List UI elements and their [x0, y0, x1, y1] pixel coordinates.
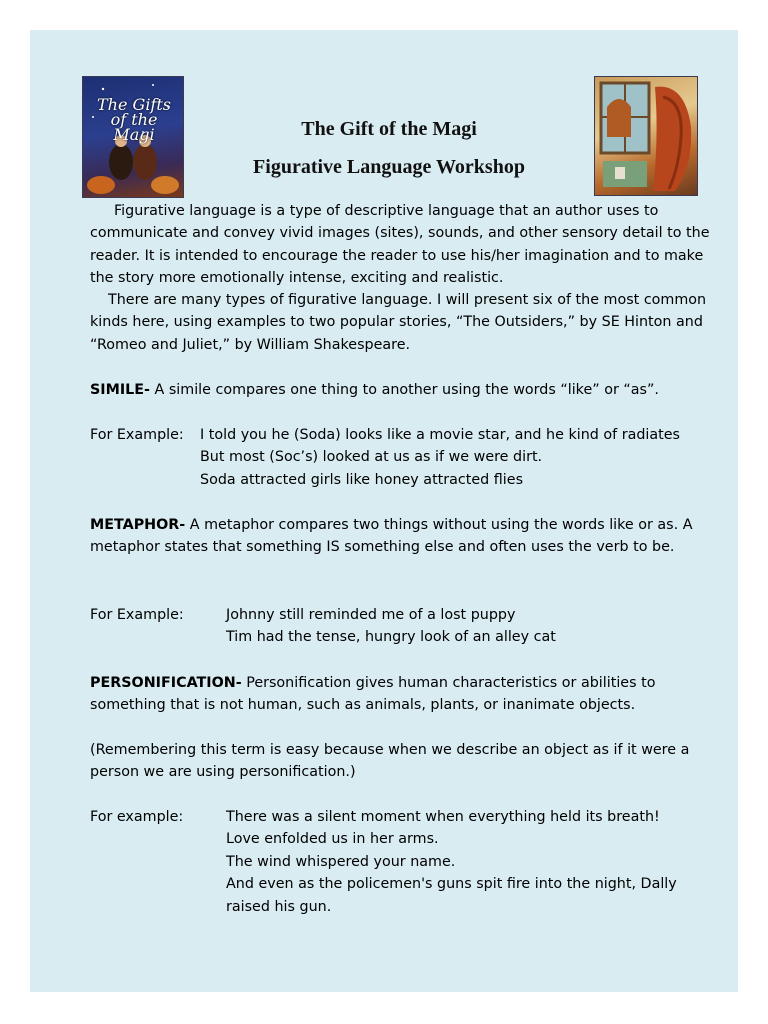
simile-examples [200, 424, 680, 491]
metaphor-examples [226, 604, 556, 649]
book-cover-image [82, 76, 184, 198]
metaphor-example-label: For Example: [90, 607, 184, 623]
cover-title-art: The Gifts of the Magi [97, 95, 171, 144]
list-item: Johnny still reminded me of a lost puppy [226, 607, 516, 623]
simile-definition [90, 379, 710, 401]
list-item: Love enfolded us in her arms. [226, 831, 439, 848]
page-title: The Gift of the Magi [301, 118, 477, 140]
list-item: I told you he (Soda) looks like a movie star, and he kind of radiates [200, 427, 681, 443]
metaphor-term: METAPHOR- [90, 517, 186, 533]
document-page [30, 30, 738, 992]
personification-text: Personification gives human characteristics or abilities to something that is not human, such as animals, plants, or inanimate objects. [90, 675, 656, 714]
list-item: raised his gun. [226, 898, 332, 915]
list-item: Tim had the tense, hungry look of an alley cat [226, 629, 556, 646]
intro-paragraph-1: Figurative language is a type of descriptive language that an author uses to communicate and convey vivid images (sites), sounds, and other sensory detail to the reader. It is intended to encourage the reader to use his/her imagination and to make the story more emotionally intense, exciting and realistic. [90, 203, 710, 287]
list-item: But most (Soc’s) looked at us as if we were dirt. [200, 449, 543, 466]
list-item: The wind whispered your name. [226, 853, 456, 870]
list-item: And even as the policemen's guns spit fire into the night, Dally [226, 876, 677, 893]
simile-term: SIMILE- [90, 382, 150, 398]
personification-definition [90, 672, 710, 717]
simile-text: A simile compares one thing to another using the words “like” or “as”. [149, 382, 659, 398]
personification-example-label: For example: [90, 809, 184, 825]
list-item: Soda attracted girls like honey attracted flies [200, 471, 524, 488]
personification-note: (Remembering this term is easy because when we describe an object as if it were a person we are using personification.) [90, 742, 690, 781]
intro-paragraph-2: There are many types of figurative language. I will present six of the most common kinds here, using examples to two popular stories, “The Outsiders,” by SE Hinton and “Romeo and Juliet,” by William Shakespeare. [90, 292, 707, 353]
woman-at-window-illustration [594, 76, 698, 196]
metaphor-definition [90, 514, 710, 559]
personification-examples [226, 806, 677, 918]
page-subtitle: Figurative Language Workshop [253, 156, 525, 178]
list-item: There was a silent moment when everything held its breath! [226, 809, 660, 825]
simile-example-label: For Example: [90, 427, 184, 443]
metaphor-text: A metaphor compares two things without using the words like or as. A metaphor states that something IS something else and often uses the verb to be. [90, 517, 693, 556]
personification-term: PERSONIFICATION- [90, 675, 242, 691]
